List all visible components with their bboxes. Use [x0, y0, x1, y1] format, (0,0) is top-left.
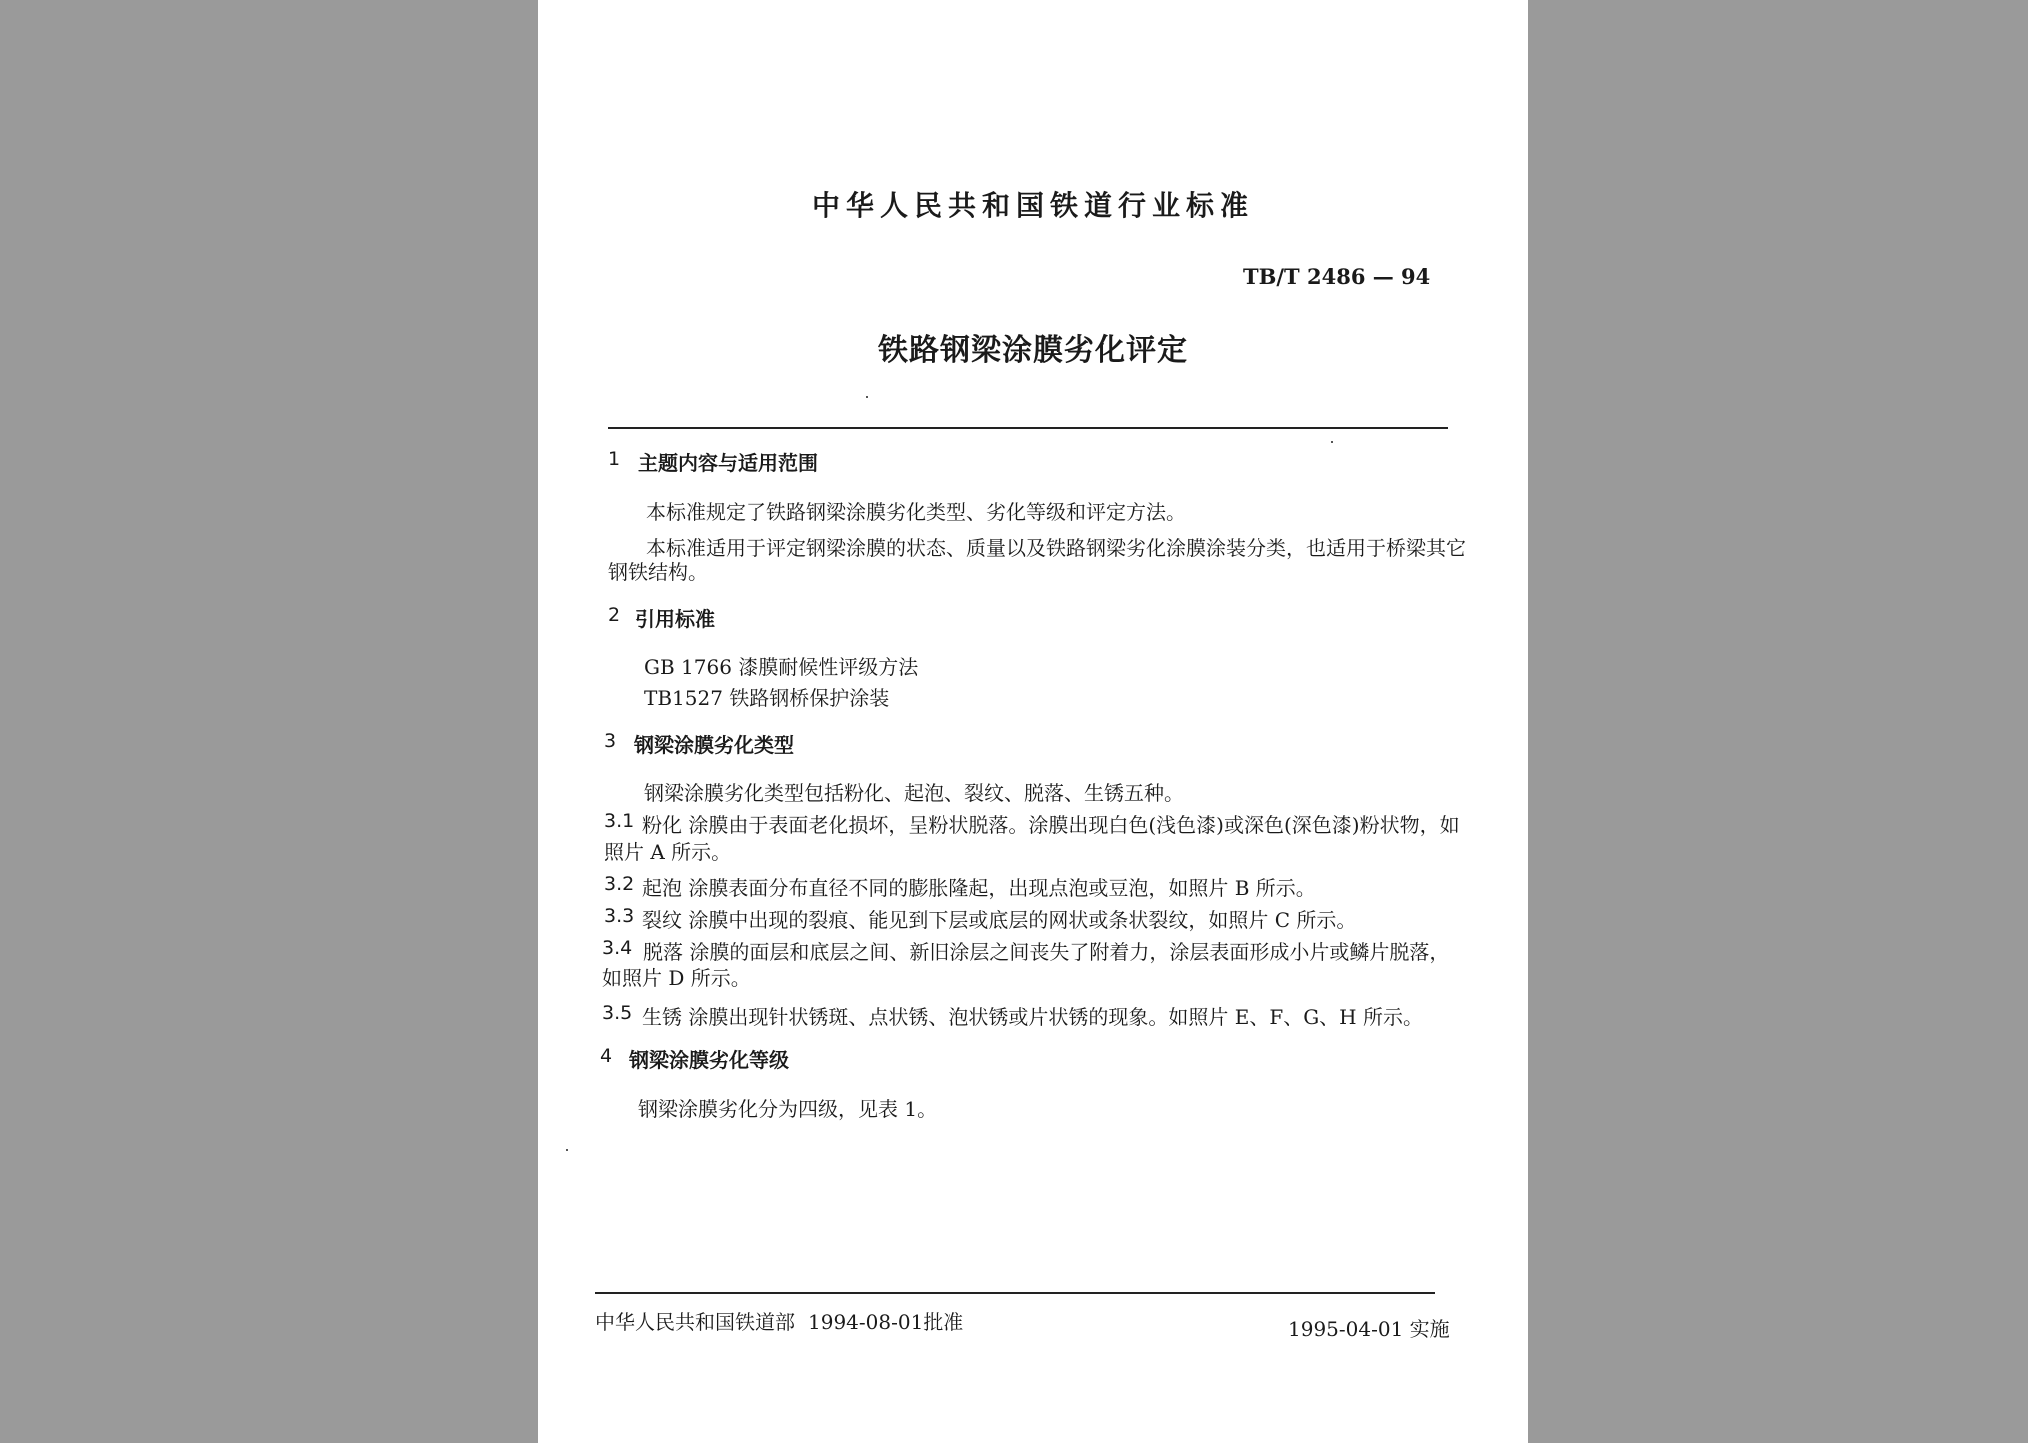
section-1-paragraph-1: 本标准规定了铁路钢梁涂膜劣化类型、劣化等级和评定方法。	[646, 500, 1186, 524]
scan-speck	[1331, 441, 1333, 443]
scan-speck	[566, 1149, 568, 1151]
item-3-2-number: 3.2	[604, 873, 635, 895]
footer-effective-date: 1995-04-01 实施	[1288, 1317, 1450, 1341]
section-3-title: 钢梁涂膜劣化类型	[634, 733, 794, 757]
document-page	[538, 0, 1528, 1443]
footer-issuer: 中华人民共和国铁道部	[595, 1310, 795, 1334]
section-2-number: 2	[608, 604, 621, 626]
item-3-3-text: 裂纹 涂膜中出现的裂痕、能见到下层或底层的网状或条状裂纹，如照片 C 所示。	[642, 908, 1357, 932]
scan-speck	[866, 396, 868, 398]
section-4-number: 4	[600, 1045, 613, 1067]
item-3-3-number: 3.3	[604, 905, 635, 927]
item-3-5-text: 生锈 涂膜出现针状锈斑、点状锈、泡状锈或片状锈的现象。如照片 E、F、G、H 所示。	[642, 1005, 1423, 1029]
section-4-title: 钢梁涂膜劣化等级	[629, 1048, 789, 1072]
reference-tb1527: TB1527 铁路钢桥保护涂装	[644, 686, 890, 710]
section-1-paragraph-2: 本标准适用于评定钢梁涂膜的状态、质量以及铁路钢梁劣化涂膜涂装分类，也适用于桥梁其它	[646, 536, 1466, 560]
item-3-5-number: 3.5	[602, 1002, 633, 1024]
item-3-1-text: 粉化 涂膜由于表面老化损坏，呈粉状脱落。涂膜出现白色(浅色漆)或深色(深色漆)粉状物，如	[642, 813, 1460, 837]
section-4-paragraph: 钢梁涂膜劣化分为四级，见表 1。	[638, 1097, 938, 1121]
document-title: 铁路钢梁涂膜劣化评定	[878, 333, 1188, 368]
section-3-intro: 钢梁涂膜劣化类型包括粉化、起泡、裂纹、脱落、生锈五种。	[644, 781, 1184, 805]
footer-approval-date: 1994-08-01批准	[808, 1310, 964, 1334]
standard-code: TB/T 2486 — 94	[1243, 264, 1431, 289]
standard-header: 中华人民共和国铁道行业标准	[811, 189, 1254, 222]
top-rule	[608, 427, 1448, 429]
reference-gb1766: GB 1766 漆膜耐候性评级方法	[644, 655, 919, 679]
item-3-2-text: 起泡 涂膜表面分布直径不同的膨胀隆起，出现点泡或豆泡，如照片 B 所示。	[642, 876, 1316, 900]
item-3-4-text-cont: 如照片 D 所示。	[602, 966, 751, 990]
section-2-title: 引用标准	[635, 607, 715, 631]
item-3-1-number: 3.1	[604, 810, 635, 832]
section-3-number: 3	[604, 730, 617, 752]
footer-rule	[595, 1292, 1435, 1294]
section-1-paragraph-2-cont: 钢铁结构。	[608, 560, 708, 584]
section-1-number: 1	[608, 448, 621, 470]
item-3-1-text-cont: 照片 A 所示。	[604, 840, 732, 864]
item-3-4-text: 脱落 涂膜的面层和底层之间、新旧涂层之间丧失了附着力，涂层表面形成小片或鳞片脱落，	[643, 940, 1450, 964]
item-3-4-number: 3.4	[602, 937, 633, 959]
section-1-title: 主题内容与适用范围	[638, 451, 818, 475]
